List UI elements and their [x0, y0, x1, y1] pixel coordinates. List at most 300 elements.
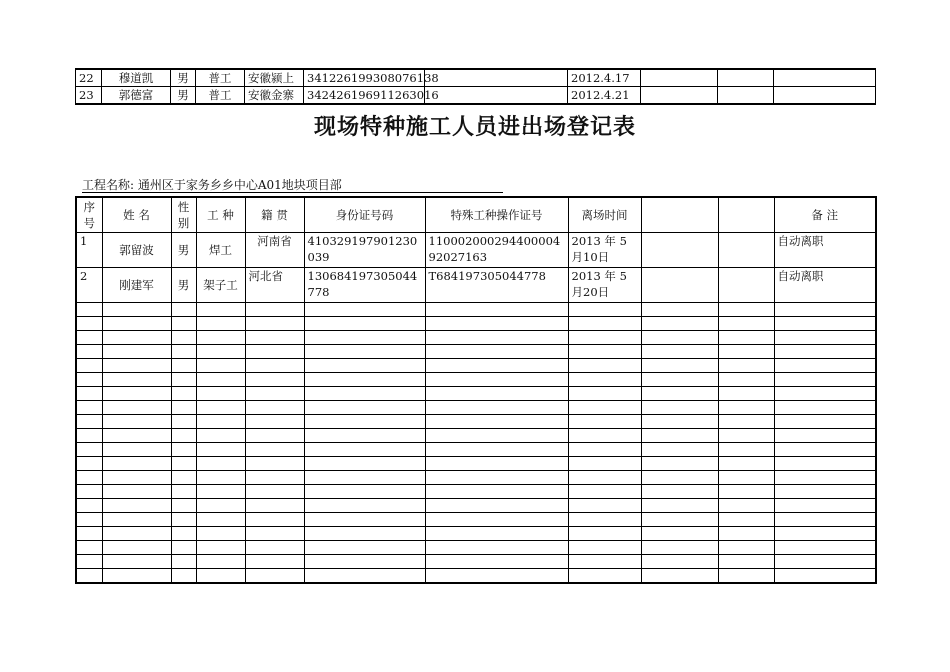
job-cell: 普工 — [196, 87, 245, 105]
blank-cell — [171, 555, 196, 569]
blank-cell — [196, 555, 245, 569]
blank-cell — [774, 87, 876, 105]
blank-cell — [641, 387, 718, 401]
row-number: 2 — [76, 268, 102, 303]
blank-cell — [304, 499, 425, 513]
table-row — [76, 268, 876, 303]
blank-cell — [76, 499, 102, 513]
empty-row — [76, 429, 876, 443]
blank-cell — [425, 387, 568, 401]
blank-cell — [102, 471, 171, 485]
blank-cell — [304, 569, 425, 584]
blank-cell — [171, 331, 196, 345]
blank-cell — [425, 471, 568, 485]
blank-cell — [304, 443, 425, 457]
blank-cell — [641, 359, 718, 373]
cert-cell: 11000200029440000492027163 — [425, 233, 568, 268]
blank-cell — [171, 387, 196, 401]
blank-cell — [774, 69, 876, 87]
origin-cell: 安徽金寨 — [245, 87, 304, 105]
empty-row — [76, 373, 876, 387]
header-gender: 性别 — [171, 197, 196, 233]
blank-cell — [102, 555, 171, 569]
blank-cell — [568, 429, 641, 443]
blank-cell — [568, 541, 641, 555]
blank-cell — [568, 527, 641, 541]
row-number: 1 — [76, 233, 102, 268]
blank-cell — [196, 513, 245, 527]
blank-cell — [196, 345, 245, 359]
blank-cell — [76, 387, 102, 401]
blank-cell — [425, 499, 568, 513]
blank-cell — [718, 401, 774, 415]
blank-cell — [304, 387, 425, 401]
blank-cell — [718, 527, 774, 541]
blank-cell — [245, 555, 304, 569]
blank-cell — [245, 317, 304, 331]
blank-cell — [304, 457, 425, 471]
empty-row — [76, 555, 876, 569]
blank-cell — [641, 401, 718, 415]
blank-cell — [774, 331, 876, 345]
blank-cell — [774, 457, 876, 471]
blank-cell — [102, 345, 171, 359]
id-cell: 410329197901230039 — [304, 233, 425, 268]
exit-date-cell: 2013 年 5 月20日 — [568, 268, 641, 303]
blank-cell — [425, 485, 568, 499]
blank-cell — [774, 429, 876, 443]
gender-cell: 男 — [171, 233, 196, 268]
blank-cell — [102, 541, 171, 555]
blank-cell — [102, 303, 171, 317]
blank-cell — [102, 387, 171, 401]
blank-cell — [425, 443, 568, 457]
blank-cell — [76, 331, 102, 345]
blank-cell — [718, 541, 774, 555]
blank-cell — [641, 69, 718, 87]
empty-row — [76, 387, 876, 401]
blank-cell — [171, 443, 196, 457]
date-cell: 2012.4.21 — [568, 87, 641, 105]
blank-cell — [425, 415, 568, 429]
blank-cell — [102, 513, 171, 527]
header-no: 序号 — [76, 197, 102, 233]
blank-cell — [196, 443, 245, 457]
blank-cell — [641, 499, 718, 513]
blank-cell — [76, 513, 102, 527]
blank-cell — [245, 457, 304, 471]
table-row — [76, 87, 876, 105]
blank-cell — [76, 303, 102, 317]
header-name: 姓 名 — [102, 197, 171, 233]
table-row — [76, 233, 876, 268]
blank-cell — [102, 527, 171, 541]
blank-cell — [171, 401, 196, 415]
remark-cell: 自动离职 — [774, 233, 876, 268]
empty-row — [76, 569, 876, 584]
blank-cell — [196, 527, 245, 541]
blank-cell — [304, 471, 425, 485]
blank-cell — [102, 569, 171, 584]
blank-cell — [171, 359, 196, 373]
blank-cell — [425, 373, 568, 387]
blank-cell — [425, 303, 568, 317]
blank-cell — [171, 541, 196, 555]
blank-cell — [568, 345, 641, 359]
blank-cell — [76, 527, 102, 541]
blank-cell — [102, 485, 171, 499]
blank-cell — [641, 233, 718, 268]
blank-cell — [245, 569, 304, 584]
blank-cell — [718, 471, 774, 485]
blank-cell — [76, 555, 102, 569]
blank-cell — [102, 443, 171, 457]
blank-cell — [641, 345, 718, 359]
blank-cell — [245, 471, 304, 485]
blank-cell — [568, 317, 641, 331]
blank-cell — [718, 457, 774, 471]
blank-cell — [196, 401, 245, 415]
empty-row — [76, 345, 876, 359]
gender-cell: 男 — [171, 268, 196, 303]
blank-cell — [196, 569, 245, 584]
blank-cell — [245, 443, 304, 457]
blank-cell — [245, 429, 304, 443]
blank-cell — [718, 499, 774, 513]
blank-cell — [568, 387, 641, 401]
blank-cell — [171, 513, 196, 527]
blank-cell — [568, 331, 641, 345]
origin-cell: 河南省 — [245, 233, 304, 268]
blank-cell — [774, 387, 876, 401]
header-exit: 离场时间 — [568, 197, 641, 233]
blank-cell — [641, 541, 718, 555]
empty-row — [76, 359, 876, 373]
blank-cell — [774, 513, 876, 527]
blank-cell — [245, 541, 304, 555]
blank-cell — [641, 527, 718, 541]
blank-cell — [304, 345, 425, 359]
blank-cell — [718, 233, 774, 268]
blank-cell — [76, 415, 102, 429]
blank-cell — [196, 471, 245, 485]
blank-cell — [76, 317, 102, 331]
origin-cell: 安徽颍上 — [245, 69, 304, 87]
blank-cell — [196, 499, 245, 513]
blank-cell — [774, 359, 876, 373]
page-title: 现场特种施工人员进出场登记表 — [313, 114, 636, 140]
blank-cell — [245, 387, 304, 401]
blank-cell — [425, 513, 568, 527]
blank-cell — [304, 555, 425, 569]
blank-cell — [304, 359, 425, 373]
blank-cell — [718, 373, 774, 387]
blank-cell — [425, 527, 568, 541]
blank-cell — [718, 387, 774, 401]
blank-cell — [171, 499, 196, 513]
blank-cell — [425, 331, 568, 345]
blank-cell — [774, 317, 876, 331]
name-cell: 郭德富 — [102, 87, 171, 105]
blank-cell — [245, 401, 304, 415]
blank-cell — [774, 373, 876, 387]
blank-cell — [568, 401, 641, 415]
blank-cell — [245, 485, 304, 499]
previous-page-table — [75, 68, 876, 105]
blank-cell — [76, 373, 102, 387]
blank-cell — [718, 87, 774, 105]
blank-cell — [718, 268, 774, 303]
blank-cell — [718, 69, 774, 87]
blank-cell — [774, 527, 876, 541]
blank-cell — [774, 499, 876, 513]
blank-cell — [245, 415, 304, 429]
blank-cell — [718, 359, 774, 373]
exit-date-cell: 2013 年 5 月10日 — [568, 233, 641, 268]
blank-cell — [718, 303, 774, 317]
blank-cell — [171, 457, 196, 471]
id-cell: 130684197305044778 — [304, 268, 425, 303]
blank-cell — [196, 317, 245, 331]
blank-cell — [245, 345, 304, 359]
blank-cell — [568, 499, 641, 513]
blank-cell — [171, 569, 196, 584]
blank-cell — [102, 373, 171, 387]
blank-cell — [102, 457, 171, 471]
blank-cell — [568, 373, 641, 387]
blank-cell — [171, 527, 196, 541]
blank-cell — [102, 499, 171, 513]
blank-cell — [171, 317, 196, 331]
blank-cell — [171, 471, 196, 485]
blank-cell — [774, 541, 876, 555]
blank-cell — [718, 345, 774, 359]
blank-cell — [774, 415, 876, 429]
blank-cell — [76, 401, 102, 415]
header-origin: 籍 贯 — [245, 197, 304, 233]
project-name: 工程名称: 通州区于家务乡乡中心A01地块项目部 — [82, 178, 503, 193]
blank-cell — [774, 345, 876, 359]
empty-row — [76, 415, 876, 429]
blank-cell — [425, 317, 568, 331]
remark-cell: 自动离职 — [774, 268, 876, 303]
row-number: 22 — [76, 69, 102, 87]
header-id: 身份证号码 — [304, 197, 425, 233]
name-cell: 穆道凯 — [102, 69, 171, 87]
blank-cell — [718, 555, 774, 569]
empty-row — [76, 443, 876, 457]
blank-cell — [304, 513, 425, 527]
blank-cell — [304, 415, 425, 429]
blank-cell — [718, 485, 774, 499]
origin-cell: 河北省 — [245, 268, 304, 303]
blank-cell — [196, 373, 245, 387]
id-cell: 342426196911263016 — [304, 87, 425, 105]
header-row — [76, 197, 876, 233]
name-cell: 郭留波 — [102, 233, 171, 268]
blank-cell — [568, 513, 641, 527]
blank-cell — [76, 471, 102, 485]
blank-cell — [196, 429, 245, 443]
blank-cell — [304, 485, 425, 499]
id-cell: 341226199308076138 — [304, 69, 425, 87]
blank-cell — [568, 359, 641, 373]
blank-cell — [641, 443, 718, 457]
blank-cell — [102, 429, 171, 443]
blank-cell — [304, 527, 425, 541]
blank-cell — [196, 331, 245, 345]
blank-cell — [245, 499, 304, 513]
cert-cell — [425, 69, 568, 87]
blank-cell — [171, 345, 196, 359]
blank-cell — [304, 317, 425, 331]
header-job: 工 种 — [196, 197, 245, 233]
blank-cell — [641, 268, 718, 303]
blank-cell — [718, 569, 774, 584]
date-cell: 2012.4.17 — [568, 69, 641, 87]
blank-cell — [718, 331, 774, 345]
blank-cell — [245, 373, 304, 387]
blank-cell — [304, 429, 425, 443]
header-blank — [718, 197, 774, 233]
blank-cell — [641, 555, 718, 569]
blank-cell — [568, 303, 641, 317]
job-cell: 焊工 — [196, 233, 245, 268]
blank-cell — [425, 345, 568, 359]
name-cell: 刚建军 — [102, 268, 171, 303]
blank-cell — [568, 457, 641, 471]
blank-cell — [102, 401, 171, 415]
registration-table — [75, 196, 877, 584]
gender-cell: 男 — [171, 87, 196, 105]
empty-row — [76, 457, 876, 471]
blank-cell — [245, 527, 304, 541]
blank-cell — [171, 303, 196, 317]
gender-cell: 男 — [171, 69, 196, 87]
blank-cell — [304, 373, 425, 387]
blank-cell — [102, 317, 171, 331]
job-cell: 普工 — [196, 69, 245, 87]
blank-cell — [774, 303, 876, 317]
blank-cell — [76, 345, 102, 359]
blank-cell — [568, 555, 641, 569]
row-number: 23 — [76, 87, 102, 105]
empty-row — [76, 331, 876, 345]
blank-cell — [774, 443, 876, 457]
blank-cell — [641, 471, 718, 485]
empty-row — [76, 513, 876, 527]
blank-cell — [76, 485, 102, 499]
empty-row — [76, 401, 876, 415]
blank-cell — [304, 541, 425, 555]
blank-cell — [76, 429, 102, 443]
job-cell: 架子工 — [196, 268, 245, 303]
blank-cell — [245, 513, 304, 527]
blank-cell — [774, 471, 876, 485]
blank-cell — [641, 429, 718, 443]
blank-cell — [718, 317, 774, 331]
blank-cell — [196, 415, 245, 429]
blank-cell — [641, 415, 718, 429]
blank-cell — [196, 387, 245, 401]
blank-cell — [76, 569, 102, 584]
blank-cell — [196, 457, 245, 471]
blank-cell — [641, 303, 718, 317]
blank-cell — [196, 303, 245, 317]
empty-row — [76, 485, 876, 499]
blank-cell — [568, 471, 641, 485]
blank-cell — [196, 359, 245, 373]
blank-cell — [425, 555, 568, 569]
empty-row — [76, 527, 876, 541]
blank-cell — [245, 303, 304, 317]
blank-cell — [196, 541, 245, 555]
blank-cell — [718, 513, 774, 527]
blank-cell — [102, 331, 171, 345]
blank-cell — [304, 331, 425, 345]
blank-cell — [568, 485, 641, 499]
blank-cell — [425, 569, 568, 584]
blank-cell — [102, 359, 171, 373]
blank-cell — [425, 457, 568, 471]
cert-cell: T684197305044778 — [425, 268, 568, 303]
blank-cell — [171, 373, 196, 387]
empty-row — [76, 317, 876, 331]
blank-cell — [641, 569, 718, 584]
blank-cell — [641, 331, 718, 345]
empty-row — [76, 471, 876, 485]
header-remark: 备 注 — [774, 197, 876, 233]
blank-cell — [102, 415, 171, 429]
blank-cell — [425, 359, 568, 373]
header-blank — [641, 197, 718, 233]
blank-cell — [76, 359, 102, 373]
blank-cell — [568, 569, 641, 584]
blank-cell — [641, 513, 718, 527]
blank-cell — [245, 359, 304, 373]
blank-cell — [76, 443, 102, 457]
blank-cell — [641, 457, 718, 471]
blank-cell — [76, 457, 102, 471]
blank-cell — [304, 303, 425, 317]
blank-cell — [425, 429, 568, 443]
blank-cell — [641, 485, 718, 499]
blank-cell — [774, 401, 876, 415]
blank-cell — [568, 415, 641, 429]
blank-cell — [425, 401, 568, 415]
blank-cell — [641, 87, 718, 105]
empty-row — [76, 499, 876, 513]
blank-cell — [718, 429, 774, 443]
header-cert: 特殊工种操作证号 — [425, 197, 568, 233]
blank-cell — [171, 485, 196, 499]
table-row — [76, 69, 876, 87]
blank-cell — [304, 401, 425, 415]
blank-cell — [76, 541, 102, 555]
blank-cell — [171, 429, 196, 443]
blank-cell — [774, 569, 876, 584]
blank-cell — [774, 485, 876, 499]
blank-cell — [641, 317, 718, 331]
blank-cell — [245, 331, 304, 345]
blank-cell — [641, 373, 718, 387]
blank-cell — [718, 415, 774, 429]
blank-cell — [774, 555, 876, 569]
blank-cell — [171, 415, 196, 429]
empty-row — [76, 541, 876, 555]
empty-row — [76, 303, 876, 317]
blank-cell — [425, 541, 568, 555]
